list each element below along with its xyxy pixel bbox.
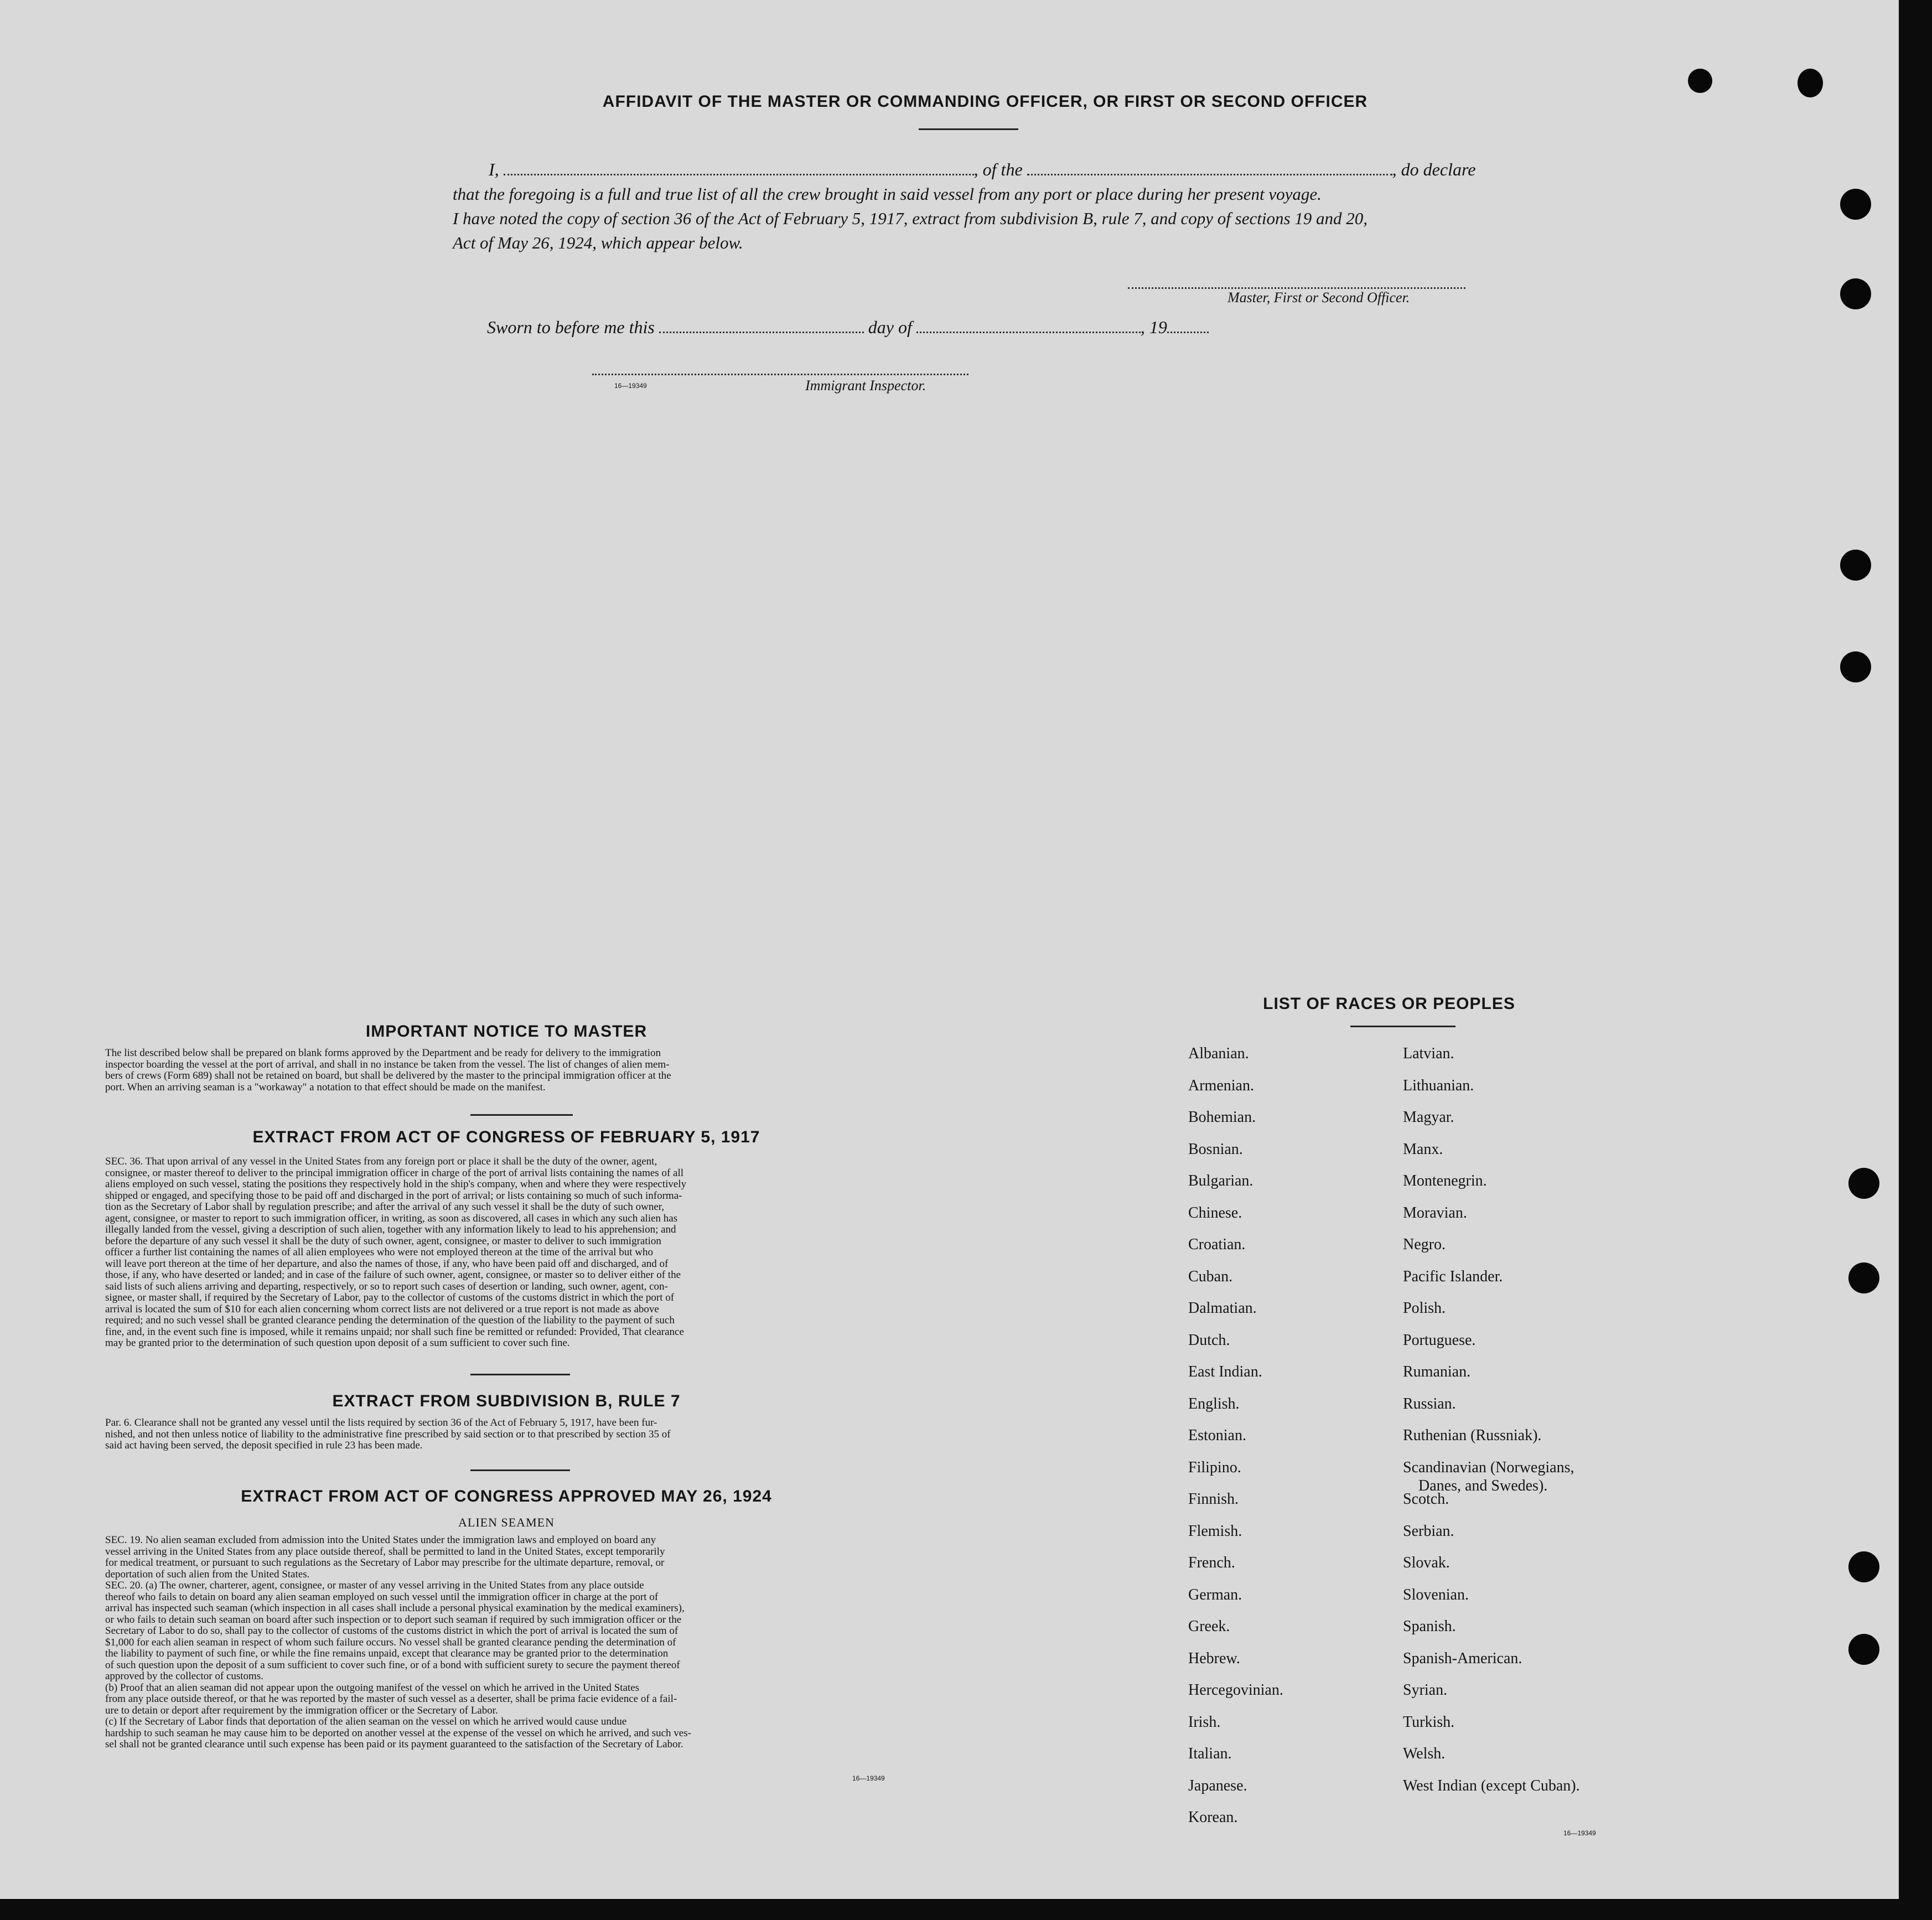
race-item: Moravian. <box>1403 1204 1467 1222</box>
punch-hole <box>1840 278 1871 309</box>
master-signature-label: Master, First or Second Officer. <box>1227 289 1410 306</box>
race-item: Dutch. <box>1188 1331 1230 1349</box>
race-item: Pacific Islander. <box>1403 1267 1503 1285</box>
year-blank <box>1167 317 1209 333</box>
sworn-line <box>487 317 1209 338</box>
race-item: Croatian. <box>1188 1236 1246 1253</box>
extract-rule7-paragraph <box>105 1417 910 1452</box>
text-line: those, if any, who have deserted or landed; and in case of the failure of such owner, agent, consignee, or master so to deliver either of the <box>105 1270 681 1281</box>
affidavit-line-3: I have noted the copy of section 36 of the Act of February 5, 1917, extract from subdivision B, rule 7, and copy of sections 19 and 20, <box>453 209 1368 228</box>
text-line: required; and no such vessel shall be granted clearance pending the determination of the question of the liability to the payment of such <box>105 1315 675 1326</box>
race-item: Russian. <box>1403 1395 1456 1412</box>
form-code: 16—19349 <box>1563 1829 1596 1837</box>
notice-paragraph <box>105 1048 910 1093</box>
race-item: Irish. <box>1188 1713 1221 1731</box>
text-line: vessel arriving in the United States from any place outside thereof, shall be permitted to land in the United States, except temporarily <box>105 1546 665 1557</box>
inspector-signature-line <box>592 374 968 375</box>
text-line: bers of crews (Form 689) shall not be retained on board, but shall be delivered by the master to the principal immigration officer at the <box>105 1070 671 1081</box>
text-line: said lists of such aliens arriving and departing, respectively, or so to report such cases of desertion or landing, such owner, agent, con- <box>105 1281 668 1292</box>
text-line: approved by the collector of customs. <box>105 1671 263 1682</box>
year-prefix: , 19 <box>1140 317 1167 337</box>
text-line: for medical treatment, or pursuant to such regulations as the Secretary of Labor may prescribe for the ultimate departure, removal, or <box>105 1557 665 1569</box>
race-item: Lithuanian. <box>1403 1077 1474 1094</box>
race-item: Albanian. <box>1188 1045 1249 1062</box>
month-blank <box>916 317 1141 333</box>
title-rule <box>919 128 1018 130</box>
race-item: Serbian. <box>1403 1522 1454 1540</box>
text-line: inspector boarding the vessel at the port of arrival, and shall in no instance be taken from the vessel. The list of changes of alien mem- <box>105 1059 670 1070</box>
race-item: German. <box>1188 1586 1242 1603</box>
race-item: Spanish-American. <box>1403 1649 1522 1667</box>
punch-hole <box>1688 69 1712 93</box>
extract-1924-title: EXTRACT FROM ACT OF CONGRESS APPROVED MAY 26, 1924 <box>241 1487 772 1505</box>
punch-hole <box>1848 1634 1879 1665</box>
race-item: English. <box>1188 1395 1240 1412</box>
race-item: Magyar. <box>1403 1109 1454 1126</box>
race-item: Polish. <box>1403 1300 1446 1317</box>
punch-hole <box>1840 550 1871 581</box>
text-line: nished, and not then unless notice of liability to the administrative fine prescribed by said section or to that prescribed by section 35 of <box>105 1429 671 1440</box>
name-blank <box>504 159 974 175</box>
race-item: Spanish. <box>1403 1618 1456 1635</box>
text-line: may be granted prior to the determination of such question upon deposit of a sum sufficient to cover such fine. <box>105 1338 570 1349</box>
race-item: Scotch. <box>1403 1491 1449 1508</box>
section-rule <box>470 1374 570 1375</box>
race-item: Cuban. <box>1188 1267 1233 1285</box>
race-item: Ruthenian (Russniak). <box>1403 1427 1542 1444</box>
race-item: Negro. <box>1403 1236 1446 1253</box>
section-rule <box>470 1469 570 1471</box>
text-line: illegally landed from the vessel, giving a description of such alien, together with any information likely to lead to his apprehension; and <box>105 1224 676 1235</box>
text-line: Secretary of Labor to do so, shall pay to the collector of customs of the customs district in which the port of arrival is located the sum of <box>105 1626 678 1637</box>
race-item: Dalmatian. <box>1188 1300 1257 1317</box>
text-line: or who fails to detain such seaman on board after such inspection or to deport such seaman if required by such immigration officer or the <box>105 1614 682 1626</box>
race-item: Hercegovinian. <box>1188 1681 1283 1699</box>
alien-seamen-subtitle: ALIEN SEAMEN <box>458 1515 555 1529</box>
race-item: Scandinavian (Norwegians, <box>1403 1458 1574 1476</box>
race-item: Turkish. <box>1403 1713 1455 1731</box>
text-line: fine, and, in the event such fine is imposed, while it remains unpaid; nor shall such fine be remitted or refunded: Provided, That clearance <box>105 1326 684 1338</box>
race-item: Filipino. <box>1188 1458 1241 1476</box>
extract-1917-paragraph <box>105 1156 910 1349</box>
text-line: will leave port thereon at the time of her departure, and also the names of those, if any, who have been paid off and discharged, and of <box>105 1258 669 1270</box>
race-item: Welsh. <box>1403 1745 1446 1762</box>
day-of-text: day of <box>868 317 912 337</box>
text-line: the liability to payment of such fine, or while the fine remains unpaid, except that clearance may be granted prior to the determination <box>105 1648 669 1659</box>
race-item: Slovak. <box>1403 1554 1450 1571</box>
affidavit-line-1 <box>489 159 1501 180</box>
punch-hole <box>1798 69 1823 97</box>
text-line: Par. 6. Clearance shall not be granted any vessel until the lists required by section 36 of the Act of February 5, 1917, have been fur- <box>105 1417 657 1429</box>
race-item: French. <box>1188 1554 1235 1571</box>
races-title: LIST OF RACES OR PEOPLES <box>1263 995 1515 1013</box>
race-item: Slovenian. <box>1403 1586 1469 1603</box>
races-left-column <box>1188 1045 1376 1836</box>
text-line: tion as the Secretary of Labor shall by regulation prescribe; and after the arrival of any such vessel it shall be the duty of such owner, <box>105 1202 665 1213</box>
text-line: ure to detain or deport after requirement by the immigration officer or the Secretary of Labor. <box>105 1705 498 1716</box>
race-item: Estonian. <box>1188 1427 1246 1444</box>
affidavit-title: AFFIDAVIT OF THE MASTER OR COMMANDING OFFICER, OR FIRST OR SECOND OFFICER <box>602 92 1368 111</box>
text-line: deportation of such alien from the United States. <box>105 1569 310 1580</box>
form-code: 16—19349 <box>852 1774 885 1782</box>
text-line: The list described below shall be prepared on blank forms approved by the Department and be ready for delivery to the immigration <box>105 1048 661 1059</box>
text-line: SEC. 36. That upon arrival of any vessel in the United States from any foreign port or place it shall be the duty of the owner, agent, <box>105 1156 657 1167</box>
race-item: Finnish. <box>1188 1491 1239 1508</box>
text-line: arrival has inspected such seaman (which inspection in all cases shall include a personal physical examination by the medical examiners), <box>105 1603 685 1614</box>
race-item: Portuguese. <box>1403 1331 1476 1349</box>
text-line: $1,000 for each alien seaman in respect of whom such failure occurs. No vessel shall be granted clearance pending the determination of <box>105 1637 676 1648</box>
form-code: 16—19349 <box>614 382 647 390</box>
text-line: said act having been served, the deposit specified in rule 23 has been made. <box>105 1440 423 1451</box>
affidavit-lead: I, <box>489 159 499 179</box>
extract-rule7-title: EXTRACT FROM SUBDIVISION B, RULE 7 <box>332 1392 681 1410</box>
race-item: West Indian (except Cuban). <box>1403 1777 1580 1794</box>
race-item: Italian. <box>1188 1745 1232 1762</box>
text-line: before the departure of any such vessel it shall be the duty of such owner, agent, consignee, or master to deliver to such immigration <box>105 1235 661 1247</box>
scan-edge-right <box>1899 0 1932 1920</box>
race-item: Manx. <box>1403 1140 1443 1158</box>
text-line: sel shall not be granted clearance until such expense has been paid or its payment guaranteed to the satisfaction of the Secretary of Labor. <box>105 1739 683 1750</box>
sworn-before-text: Sworn to before me this <box>487 317 655 337</box>
race-item: Korean. <box>1188 1809 1238 1826</box>
race-item: Japanese. <box>1188 1777 1247 1794</box>
scan-edge-bottom <box>0 1899 1932 1920</box>
text-line: (c) If the Secretary of Labor finds that deportation of the alien seaman on the vessel on which he arrived would cause undue <box>105 1716 627 1727</box>
races-title-rule <box>1350 1026 1456 1027</box>
day-blank <box>659 317 864 333</box>
text-line: of such question upon the deposit of a sum sufficient to cover such fine, or of a bond with sufficient surety to secure the payment thereof <box>105 1659 680 1671</box>
race-item: Flemish. <box>1188 1522 1242 1540</box>
punch-hole <box>1848 1551 1879 1582</box>
text-line: agent, consignee, or master to report to such immigration officer, in writing, as soon as discovered, all cases in which any such alien has <box>105 1213 678 1224</box>
text-line: port. When an arriving seaman is a "workaway" a notation to that effect should be made on the manifest. <box>105 1081 546 1093</box>
do-declare-text: , do declare <box>1392 159 1476 179</box>
text-line: aliens employed on such vessel, stating the positions they respectively hold in the ship's company, when and where they were respectively <box>105 1179 687 1190</box>
of-the-text: , of the <box>973 159 1023 179</box>
punch-hole <box>1840 651 1871 682</box>
race-item: Greek. <box>1188 1618 1230 1635</box>
race-item: Rumanian. <box>1403 1363 1471 1380</box>
race-item: Armenian. <box>1188 1077 1254 1094</box>
text-line: from any place outside thereof, or that he was reported by the master of such vessel as a deserter, shall be prima facie evidence of a fail- <box>105 1694 677 1705</box>
affidavit-line-2: that the foregoing is a full and true list of all the crew brought in said vessel from any port or place during her present voyage. <box>453 184 1322 204</box>
punch-hole <box>1848 1168 1879 1199</box>
race-item: Bosnian. <box>1188 1140 1243 1158</box>
text-line: arrival is located the sum of $10 for each alien concerning whom correct lists are not delivered or a true report is not made as above <box>105 1303 659 1315</box>
text-line: consignee, or master thereof to deliver to the principal immigration officer in charge of the port of arrival lists containing the names of all <box>105 1167 684 1179</box>
inspector-label: Immigrant Inspector. <box>805 377 926 394</box>
punch-hole <box>1848 1262 1879 1293</box>
races-right-column <box>1403 1045 1702 1836</box>
notice-title: IMPORTANT NOTICE TO MASTER <box>365 1022 648 1041</box>
race-item: Danes, and Swedes). <box>1418 1477 1548 1494</box>
text-line: officer a further list containing the names of all alien employees who were not employed thereon at the time of the arrival but who <box>105 1247 653 1258</box>
text-line: hardship to such seaman he may cause him to be deported on another vessel at the expense of the vessel on which he arrived, and such ves- <box>105 1727 691 1739</box>
text-line: SEC. 20. (a) The owner, charterer, agent, consignee, or master of any vessel arriving in the United States from any place outside <box>105 1580 644 1591</box>
vessel-blank <box>1027 159 1392 175</box>
race-item: Bulgarian. <box>1188 1172 1254 1189</box>
text-line: thereof who fails to detain on board any alien seaman employed on such vessel until the immigration officer in charge at the port of <box>105 1591 659 1603</box>
race-item: Hebrew. <box>1188 1649 1240 1667</box>
extract-1924-paragraph <box>105 1535 910 1751</box>
section-rule <box>470 1114 573 1116</box>
text-line: (b) Proof that an alien seaman did not appear upon the outgoing manifest of the vessel on which he arrived in the United States <box>105 1682 640 1694</box>
master-signature-line <box>1128 287 1465 289</box>
race-item: East Indian. <box>1188 1363 1262 1380</box>
affidavit-line-4: Act of May 26, 1924, which appear below. <box>453 233 743 252</box>
race-item: Chinese. <box>1188 1204 1242 1222</box>
extract-1917-title: EXTRACT FROM ACT OF CONGRESS OF FEBRUARY 5, 1917 <box>252 1128 760 1146</box>
race-item: Latvian. <box>1403 1045 1454 1062</box>
race-item: Montenegrin. <box>1403 1172 1487 1189</box>
text-line: shipped or engaged, and specifying those to be paid off and discharged in the port of arrival; or lists containing so much of such informa- <box>105 1190 682 1202</box>
punch-hole <box>1840 189 1871 220</box>
race-item: Syrian. <box>1403 1681 1448 1699</box>
text-line: SEC. 19. No alien seaman excluded from admission into the United States under the immigration laws and employed on board any <box>105 1535 656 1546</box>
text-line: signee, or master shall, if required by the Secretary of Labor, pay to the collector of customs of the customs district in which the port of <box>105 1292 675 1303</box>
race-item: Bohemian. <box>1188 1109 1256 1126</box>
